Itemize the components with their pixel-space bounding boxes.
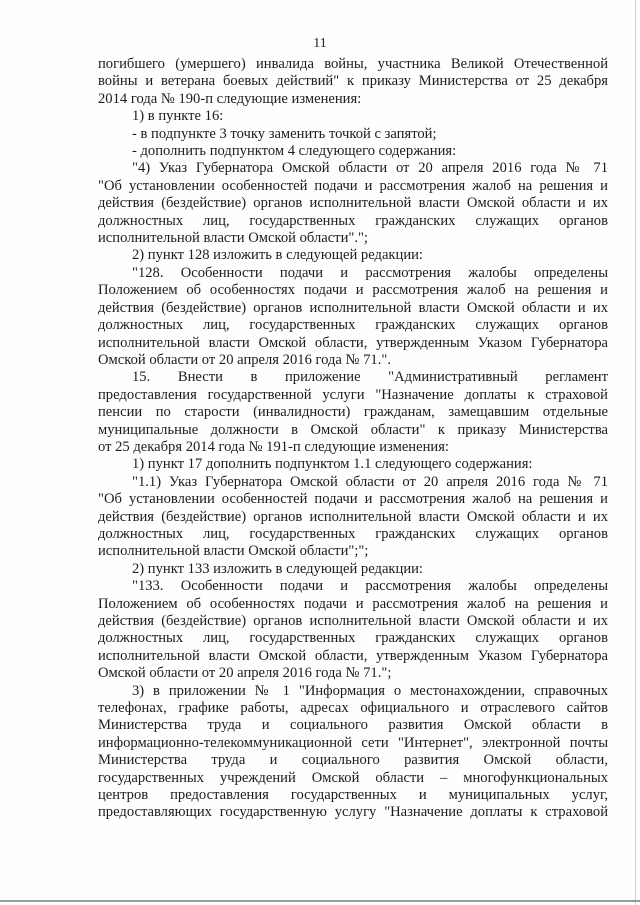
text-line: 3) в приложении № 1 "Информация о местонахождении, справочных <box>132 682 608 699</box>
text-line: от 25 декабря 2014 года № 191-п следующие изменения: <box>98 438 449 455</box>
text-line: пенсии по старости (инвалидности) гражданам, замещавшим отдельные <box>98 404 608 421</box>
text-line: 1) пункт 17 дополнить подпунктом 1.1 следующего содержания: <box>132 456 533 473</box>
text-line: 2014 года № 190-п следующие изменения: <box>98 90 362 107</box>
text-line: действия (бездействие) органов исполнительной власти Омской области и их <box>98 508 608 525</box>
text-line: Омской области от 20 апреля 2016 года № 71.". <box>98 351 391 368</box>
text-line: "1.1) Указ Губернатора Омской области от 20 апреля 2016 года № 71 <box>132 473 608 490</box>
text-line: "Об установлении особенностей подачи и рассмотрения жалоб на решения и <box>98 177 608 194</box>
text-line: исполнительной власти Омской области, утвержденным Указом Губернатора <box>98 334 608 351</box>
text-line: Омской области от 20 апреля 2016 года № 71."; <box>98 665 392 682</box>
text-line: погибшего (умершего) инвалида войны, участника Великой Отечественной <box>98 56 608 72</box>
scan-edge <box>0 900 640 902</box>
text-line: Министерства труда и социального развития Омской области в <box>98 717 608 734</box>
text-line: 1) в пункте 16: <box>132 108 224 125</box>
text-line: государственных учреждений Омской области – многофункциональных <box>98 769 608 786</box>
text-line: "128. Особенности подачи и рассмотрения жалобы определены <box>132 264 608 281</box>
page-number: 11 <box>313 36 327 51</box>
text-line: должностных лиц, государственных гражданских служащих органов <box>98 212 608 229</box>
text-line: действия (бездействие) органов исполнительной власти Омской области и их <box>98 613 608 629</box>
text-line: телефонах, графике работы, адресах официального и отраслевого сайтов <box>98 700 608 717</box>
text-line: "Об установлении особенностей подачи и рассмотрения жалоб на решения и <box>98 491 608 508</box>
text-line: - дополнить подпунктом 4 следующего содержания: <box>132 143 457 160</box>
text-line: 2) пункт 128 изложить в следующей редакции: <box>132 247 423 264</box>
text-line: исполнительной власти Омской области";"; <box>98 543 369 560</box>
text-line: "133. Особенности подачи и рассмотрения жалобы определены <box>132 578 608 595</box>
text-line: муниципальные должности в Омской области" к приказу Министерства <box>98 421 608 438</box>
text-line: исполнительной власти Омской области"."; <box>98 230 368 247</box>
text-line: должностных лиц, государственных гражданских служащих органов <box>98 525 608 542</box>
text-line: 15. Внести в приложение "Административный регламент <box>132 369 608 386</box>
text-line: центров предоставления государственных и муниципальных услуг, <box>98 787 608 804</box>
text-line: Положением об особенностях подачи и рассмотрения жалоб на решения и <box>98 595 608 612</box>
text-line: исполнительной власти Омской области, утвержденным Указом Губернатора <box>98 647 608 664</box>
text-line: должностных лиц, государственных гражданских служащих органов <box>98 630 608 647</box>
text-line: информационно-телекоммуникационной сети "Интернет", электронной почты <box>98 734 608 751</box>
text-line: действия (бездействие) органов исполнительной власти Омской области и их <box>98 195 608 212</box>
text-line: 2) пункт 133 изложить в следующей редакции: <box>132 560 423 577</box>
text-line: Министерства труда и социального развития Омской области, <box>98 752 608 769</box>
text-line: предоставляющих государственную услугу "Назначение доплаты к страховой <box>98 804 608 821</box>
text-line: Положением об особенностях подачи и рассмотрения жалоб на решения и <box>98 282 608 299</box>
text-line: - в подпункте 3 точку заменить точкой с запятой; <box>132 125 437 142</box>
text-line: действия (бездействие) органов исполнительной власти Омской области и их <box>98 299 608 316</box>
text-line: "4) Указ Губернатора Омской области от 20 апреля 2016 года № 71 <box>132 160 608 177</box>
text-line: войны и ветерана боевых действий" к приказу Министерства от 25 декабря <box>98 73 608 90</box>
text-line: должностных лиц, государственных гражданских служащих органов <box>98 317 608 334</box>
document-body <box>98 56 608 822</box>
scan-edge <box>635 0 636 905</box>
text-line: предоставления государственной услуги "Назначение доплаты к страховой <box>98 386 608 403</box>
